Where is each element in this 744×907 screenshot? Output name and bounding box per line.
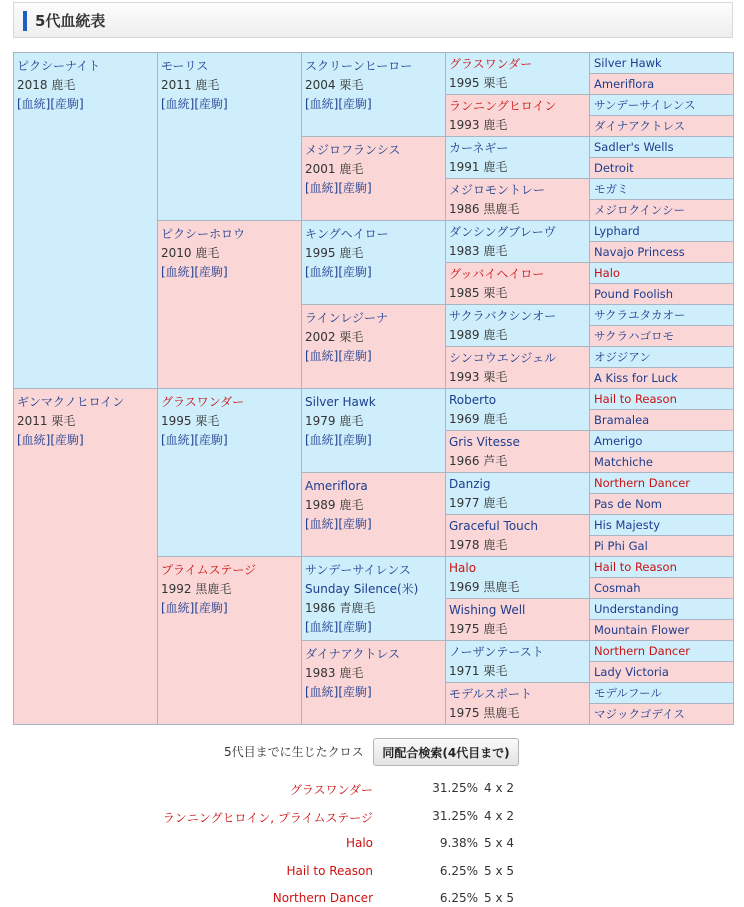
horse-name-link[interactable]: Danzig <box>449 477 491 491</box>
horse-name-link[interactable]: カーネギー <box>449 141 509 155</box>
pedigree-offspring-links[interactable]: [血統][産駒] <box>161 97 228 111</box>
horse-year-color: 1995 鹿毛 <box>305 246 364 260</box>
pedigree-cell-gen2 <box>158 389 302 557</box>
pedigree-cell-gen5 <box>590 158 734 179</box>
cross-percent: 6.25% <box>439 891 478 905</box>
pedigree-cell-gen4 <box>446 641 590 683</box>
cross-horse-link[interactable]: グラスワンダー <box>289 783 373 797</box>
pedigree-cell-gen4 <box>446 221 590 263</box>
horse-year-color: 1979 鹿毛 <box>305 414 364 428</box>
pedigree-offspring-links[interactable]: [血統][産駒] <box>161 601 228 615</box>
pedigree-cell-gen5 <box>590 452 734 473</box>
horse-year-color: 1966 芦毛 <box>449 454 508 468</box>
horse-name-link[interactable]: モデルフール <box>594 686 662 700</box>
pedigree-cell-gen1 <box>14 53 158 389</box>
horse-name-link[interactable]: メジロモントレー <box>449 183 546 197</box>
horse-year-color: 1993 栗毛 <box>449 370 508 384</box>
pedigree-cell-gen5 <box>590 389 734 410</box>
horse-name-link[interactable]: Pi Phi Gal <box>594 539 648 553</box>
pedigree-offspring-links[interactable]: [血統][産駒] <box>305 685 372 699</box>
horse-name-link[interactable]: モーリス <box>161 59 209 73</box>
same-mating-search-button[interactable]: 同配合検索(4代目まで) <box>373 738 519 766</box>
page-title: 5代血統表 <box>35 12 106 30</box>
horse-name-link[interactable]: ランニングヒロイン <box>449 99 557 113</box>
horse-name-link[interactable]: His Majesty <box>594 518 661 532</box>
horse-year-color: 1986 青鹿毛 <box>305 601 376 615</box>
horse-name-link[interactable]: Ameriflora <box>594 77 655 91</box>
horse-name-link[interactable]: Halo <box>594 266 620 280</box>
cross-horse-link[interactable]: ランニングヒロイン, プライムステージ <box>162 810 373 825</box>
pedigree-offspring-links[interactable]: [血統][産駒] <box>305 517 372 531</box>
horse-name-link[interactable]: Silver Hawk <box>594 56 662 70</box>
horse-name-link[interactable]: Understanding <box>594 602 679 616</box>
pedigree-cell-gen5 <box>590 683 734 704</box>
horse-name-link[interactable]: Matchiche <box>594 455 653 469</box>
horse-name-link[interactable]: Wishing Well <box>449 603 526 617</box>
pedigree-cell-gen3 <box>302 53 446 137</box>
pedigree-cell-gen5 <box>590 410 734 431</box>
horse-name-link[interactable]: Pas de Nom <box>594 497 662 511</box>
horse-name-link[interactable]: Lyphard <box>594 224 640 238</box>
horse-year-color: 1986 黒鹿毛 <box>449 202 520 216</box>
horse-year-color: 2011 鹿毛 <box>161 78 220 92</box>
pedigree-cell-gen3 <box>302 221 446 305</box>
pedigree-cell-gen5 <box>590 347 734 368</box>
horse-name-link[interactable]: ピクシーホロウ <box>161 227 246 241</box>
horse-year-color: 2002 栗毛 <box>305 330 364 344</box>
horse-name-link[interactable]: Roberto <box>449 393 497 407</box>
cross-percent: 6.25% <box>439 863 478 878</box>
horse-name-link[interactable]: サクラユタカオー <box>594 308 686 322</box>
horse-year-color: 1989 鹿毛 <box>449 328 508 342</box>
pedigree-cell-gen5 <box>590 473 734 494</box>
pedigree-cell-gen3 <box>302 641 446 725</box>
horse-name-link[interactable]: ピクシーナイト <box>17 59 101 73</box>
cross-percent: 9.38% <box>439 836 478 850</box>
horse-year-color: 2018 鹿毛 <box>17 78 76 92</box>
pedigree-cell-gen5 <box>590 494 734 515</box>
horse-name-link[interactable]: Ameriflora <box>305 479 368 493</box>
pedigree-cell-gen5 <box>590 221 734 242</box>
horse-name-link[interactable]: メジロフランシス <box>305 143 401 157</box>
pedigree-cell-gen5 <box>590 242 734 263</box>
horse-year-color: 1983 鹿毛 <box>305 666 364 680</box>
horse-name-link[interactable]: グッバイヘイロー <box>449 267 545 281</box>
pedigree-cell-gen1 <box>14 389 158 725</box>
pedigree-offspring-links[interactable]: [血統][産駒] <box>305 433 372 447</box>
pedigree-cell-gen5 <box>590 137 734 158</box>
horse-year-color: 1991 鹿毛 <box>449 160 508 174</box>
horse-name-link[interactable]: スクリーンヒーロー <box>305 59 413 73</box>
pedigree-cell-gen3 <box>302 557 446 641</box>
pedigree-cell-gen4 <box>446 599 590 641</box>
pedigree-cell-gen5 <box>590 599 734 620</box>
horse-name-link[interactable]: キングヘイロー <box>305 227 389 241</box>
horse-name-link[interactable]: ノーザンテースト <box>449 645 544 659</box>
pedigree-cell-gen4 <box>446 515 590 557</box>
pedigree-offspring-links[interactable]: [血統][産駒] <box>161 433 228 447</box>
horse-name-link[interactable]: Gris Vitesse <box>449 435 520 449</box>
horse-name-link[interactable]: モガミ <box>594 182 629 196</box>
horse-name-link[interactable]: Northern Dancer <box>594 644 691 658</box>
horse-name-link[interactable]: メジロクインシー <box>594 203 686 217</box>
horse-name-link[interactable]: モデルスポート <box>449 687 533 701</box>
pedigree-offspring-links[interactable]: [血統][産駒] <box>305 181 372 195</box>
horse-year-color: 2004 栗毛 <box>305 78 364 92</box>
horse-year-color: 2011 栗毛 <box>17 414 76 428</box>
horse-name-link[interactable]: オジジアン <box>594 350 651 364</box>
pedigree-cell-gen5 <box>590 263 734 284</box>
pedigree-offspring-links[interactable]: [血統][産駒] <box>17 433 84 447</box>
pedigree-cell-gen3 <box>302 473 446 557</box>
horse-year-color: 1975 鹿毛 <box>449 622 508 636</box>
pedigree-cell-gen3 <box>302 389 446 473</box>
horse-name-link[interactable]: Northern Dancer <box>594 476 691 490</box>
pedigree-cell-gen5 <box>590 641 734 662</box>
horse-name-link[interactable]: Sadler's Wells <box>594 140 674 154</box>
cross-percent: 31.25% <box>432 781 478 795</box>
pedigree-offspring-links[interactable]: [血統][産駒] <box>305 265 372 279</box>
pedigree-cell-gen5 <box>590 116 734 137</box>
pedigree-cell-gen4 <box>446 53 590 95</box>
pedigree-cell-gen5 <box>590 200 734 221</box>
section-title-bar <box>13 2 733 38</box>
horse-name-link[interactable]: ダンシングブレーヴ <box>449 225 556 239</box>
pedigree-cell-gen5 <box>590 95 734 116</box>
horse-name-link[interactable]: Halo <box>449 561 477 575</box>
pedigree-cell-gen5 <box>590 326 734 347</box>
horse-name-link[interactable]: Detroit <box>594 161 634 175</box>
pedigree-table <box>13 52 734 725</box>
horse-name-link[interactable]: Cosmah <box>594 581 641 595</box>
horse-name-link[interactable]: マジックゴデイス <box>594 707 685 721</box>
cross-generation: 5 x 5 <box>484 891 514 905</box>
horse-year-color: 1989 鹿毛 <box>305 498 364 512</box>
pedigree-cell-gen5 <box>590 179 734 200</box>
pedigree-cell-gen3 <box>302 137 446 221</box>
pedigree-cell-gen4 <box>446 305 590 347</box>
pedigree-cell-gen4 <box>446 263 590 305</box>
title-accent-bar <box>23 11 27 31</box>
pedigree-cell-gen2 <box>158 53 302 221</box>
horse-name-link[interactable]: シンコウエンジェル <box>449 351 557 365</box>
horse-name-link[interactable]: ギンマクノヒロイン <box>17 395 125 409</box>
horse-name-link[interactable]: Hail to Reason <box>594 392 677 406</box>
horse-year-color: 1969 黒鹿毛 <box>449 580 520 594</box>
pedigree-offspring-links[interactable]: [血統][産駒] <box>17 97 84 111</box>
horse-year-color: 2010 鹿毛 <box>161 246 220 260</box>
pedigree-cell-gen5 <box>590 305 734 326</box>
horse-year-color: 2001 鹿毛 <box>305 162 364 176</box>
pedigree-offspring-links[interactable]: [血統][産駒] <box>161 265 228 279</box>
cross-horse-link[interactable]: Northern Dancer <box>272 891 373 905</box>
horse-year-color: 1995 栗毛 <box>161 414 220 428</box>
horse-year-color: 1983 鹿毛 <box>449 244 508 258</box>
horse-name-link[interactable]: ダイナアクトレス <box>594 119 686 133</box>
horse-name-link[interactable]: Mountain Flower <box>594 623 690 637</box>
horse-name-link[interactable]: Silver Hawk <box>305 395 376 409</box>
pedigree-cell-gen4 <box>446 137 590 179</box>
horse-name-link[interactable]: Hail to Reason <box>594 560 677 574</box>
horse-name-link[interactable]: サンデーサイレンス <box>305 563 411 577</box>
cross-row <box>0 775 744 803</box>
pedigree-offspring-links[interactable]: [血統][産駒] <box>305 620 372 634</box>
pedigree-cell-gen5 <box>590 284 734 305</box>
horse-year-color: 1985 栗毛 <box>449 286 508 300</box>
pedigree-cell-gen5 <box>590 53 734 74</box>
cross-generation: 4 x 2 <box>484 781 514 795</box>
pedigree-offspring-links[interactable]: [血統][産駒] <box>305 97 372 111</box>
pedigree-cell-gen4 <box>446 431 590 473</box>
horse-year-color: 1971 栗毛 <box>449 664 508 678</box>
horse-name-link[interactable]: サクラバクシンオー <box>449 309 557 323</box>
cross-label: 5代目までに生じたクロス <box>224 745 364 759</box>
pedigree-cell-gen4 <box>446 95 590 137</box>
pedigree-cell-gen4 <box>446 683 590 725</box>
pedigree-cell-gen5 <box>590 662 734 683</box>
pedigree-cell-gen5 <box>590 536 734 557</box>
pedigree-cell-gen4 <box>446 347 590 389</box>
cross-percent: 31.25% <box>432 808 478 823</box>
horse-name-link[interactable]: Amerigo <box>594 434 643 448</box>
pedigree-cell-gen4 <box>446 557 590 599</box>
horse-name-link[interactable]: A Kiss for Luck <box>594 371 678 385</box>
horse-name-link[interactable]: ダイナアクトレス <box>305 647 401 661</box>
cross-header <box>0 736 744 766</box>
pedigree-cell-gen4 <box>446 389 590 431</box>
cross-list <box>0 775 744 907</box>
horse-name-link[interactable]: Navajo Princess <box>594 245 685 259</box>
cross-horse-link[interactable]: Hail to Reason <box>286 863 373 878</box>
horse-year-color: 1992 黒鹿毛 <box>161 582 232 596</box>
pedigree-cell-gen2 <box>158 221 302 389</box>
horse-year-color: 1995 栗毛 <box>449 76 508 90</box>
pedigree-cell-gen2 <box>158 557 302 725</box>
cross-generation: 5 x 5 <box>484 863 514 878</box>
cross-row <box>0 803 744 831</box>
horse-alt-name: Sunday Silence(米) <box>305 582 419 596</box>
pedigree-cell-gen5 <box>590 620 734 641</box>
horse-name-link[interactable]: グラスワンダー <box>449 57 533 71</box>
horse-name-link[interactable]: サクラハゴロモ <box>594 329 675 343</box>
horse-year-color: 1977 鹿毛 <box>449 496 508 510</box>
horse-year-color: 1969 鹿毛 <box>449 412 508 426</box>
horse-name-link[interactable]: Lady Victoria <box>594 665 669 679</box>
pedigree-cell-gen4 <box>446 473 590 515</box>
horse-name-link[interactable]: ラインレジーナ <box>305 311 389 325</box>
horse-year-color: 1993 鹿毛 <box>449 118 508 132</box>
cross-row <box>0 858 744 886</box>
pedigree-cell-gen5 <box>590 431 734 452</box>
pedigree-cell-gen5 <box>590 515 734 536</box>
pedigree-cell-gen5 <box>590 368 734 389</box>
horse-name-link[interactable]: Pound Foolish <box>594 287 674 301</box>
pedigree-cell-gen5 <box>590 704 734 725</box>
horse-name-link[interactable]: プライムステージ <box>161 563 257 577</box>
cross-generation: 4 x 2 <box>484 808 514 823</box>
pedigree-cell-gen5 <box>590 557 734 578</box>
cross-horse-link[interactable]: Halo <box>345 836 373 850</box>
cross-generation: 5 x 4 <box>484 836 514 850</box>
horse-year-color: 1978 鹿毛 <box>449 538 508 552</box>
pedigree-cell-gen5 <box>590 578 734 599</box>
pedigree-cell-gen4 <box>446 179 590 221</box>
horse-name-link[interactable]: サンデーサイレンス <box>594 98 696 112</box>
horse-name-link[interactable]: Graceful Touch <box>449 519 538 533</box>
horse-name-link[interactable]: グラスワンダー <box>161 395 245 409</box>
horse-year-color: 1975 黒鹿毛 <box>449 706 520 720</box>
horse-name-link[interactable]: Bramalea <box>594 413 650 427</box>
cross-row <box>0 885 744 907</box>
cross-row <box>0 830 744 858</box>
pedigree-offspring-links[interactable]: [血統][産駒] <box>305 349 372 363</box>
pedigree-cell-gen5 <box>590 74 734 95</box>
pedigree-cell-gen3 <box>302 305 446 389</box>
